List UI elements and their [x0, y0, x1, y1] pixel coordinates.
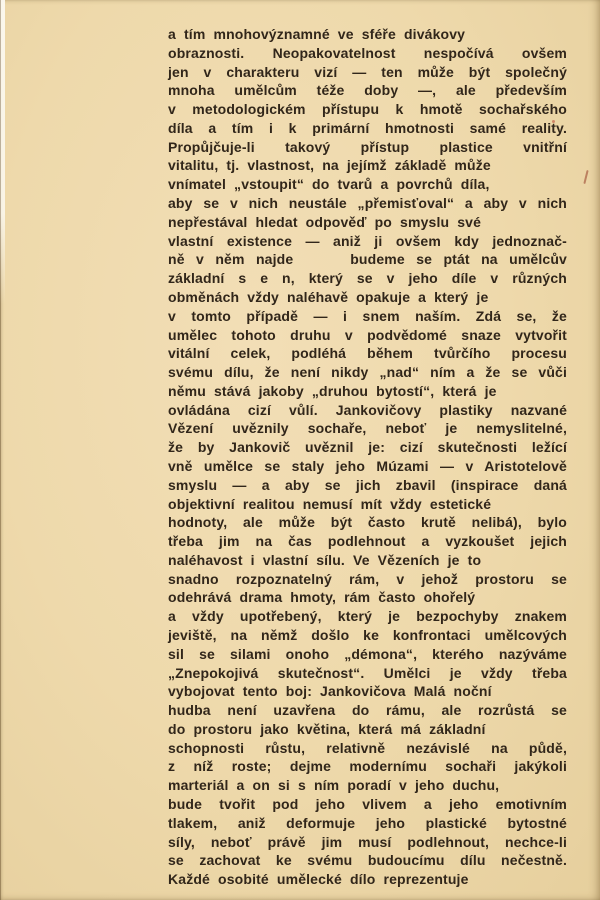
text-line: marteriál a on si s ním poradí v jeho duchu, — [168, 777, 500, 794]
text-line: tlakem, aniž deformuje jeho plastické bytostné — [168, 814, 567, 831]
text-line: smyslu — a aby se jich zbavil (inspirace daná — [168, 476, 567, 493]
text-line: mnoha umělcům téže doby —, ale především — [168, 82, 567, 99]
text-line: sil se silami onoho „démona“, kterého nazýváme — [168, 645, 567, 662]
text-line: vně umělce se staly jeho Múzami — v Aristotelově — [168, 457, 567, 474]
text-line: bude tvořit pod jeho vlivem a jeho emotivním — [168, 796, 567, 813]
text-line: svému dílu, že není nikdy „nad“ ním a že se vůči — [168, 364, 567, 381]
text-line: že by Jankovič uvěznil je: cizí skutečnosti ležící — [168, 439, 567, 456]
text-line: schopnosti růstu, relativně nezávislé na půdě, — [168, 739, 567, 756]
text-line: v metodologickém přístupu k hmotě sochařského — [168, 101, 567, 118]
text-line: Vězení uvěznily sochaře, neboť je nemyslitelné, — [168, 420, 567, 437]
text-line: síly, neboť právě jim musí podlehnout, nechce-li — [168, 833, 567, 850]
text-line: nepřestával hledat odpověď po smyslu své — [168, 213, 482, 230]
text-line: aby se v nich neustále „přemisťoval“ a aby v nich — [168, 195, 567, 212]
text-line: jen v charakteru vizí — ten může být společný — [168, 63, 567, 80]
text-line: Propůjčuje-li takový přístup plastice vnitřní — [168, 138, 567, 155]
text-line: hodnoty, ale může být často krutě nelibá), bylo — [168, 514, 567, 531]
text-line: z níž roste; dejme modernímu sochaři jakýkoli — [168, 758, 567, 775]
text-block — [168, 25, 567, 889]
text-line: vitální celek, podléhá během tvůrčího procesu — [168, 345, 567, 362]
text-line: němu stává jakoby „druhou bytostí“, která je — [168, 382, 497, 399]
text-line: ně v něm najde budeme se ptát na umělcův — [168, 251, 567, 268]
text-line: třeba jim na čas podlehnout a vyzkoušet jejich — [168, 533, 567, 550]
text-line: základní s e n, který se v jeho díle v různých — [168, 270, 567, 287]
text-line: a vždy upotřebený, který je bezpochyby znakem — [168, 608, 567, 625]
text-line: „Znepokojivá skutečnost“. Umělci je vždy třeba — [168, 664, 567, 681]
text-line: naléhavost i vlastní sílu. Ve Vězeních je to — [168, 551, 482, 568]
text-line: vnímatel „vstoupit“ do tvarů a povrchů díla, — [168, 176, 490, 193]
text-line: se zachovat ke svému budoucímu dílu nečestně. — [168, 852, 567, 869]
text-line: umělec tohoto druhu v podvědomé snaze vytvořit — [168, 326, 567, 343]
text-line: do prostoru jako květina, která má základní — [168, 720, 486, 737]
text-line: vlastní existence — aniž ji ovšem kdy jednoznač- — [168, 232, 567, 249]
text-line: odehrává drama hmoty, rám často ohořelý — [168, 589, 476, 606]
text-line: v tomto případě — i snem naším. Zdá se, že — [168, 307, 567, 324]
text-line: jeviště, na němž došlo ke konfrontaci umělcových — [168, 627, 567, 643]
text-line: obměnách vždy naléhavě opakuje a který je — [168, 288, 489, 305]
scan-edge-line — [0, 0, 1, 900]
paper-scratch — [583, 170, 588, 184]
text-line: Každé osobité umělecké dílo reprezentuje — [168, 871, 469, 888]
text-line: snadno rozpoznatelný rám, v jehož prostoru se — [168, 570, 567, 587]
text-line: a tím mnohovýznamné ve sféře divákovy — [168, 26, 466, 42]
text-line: díla a tím i k primární hmotnosti samé reality. — [168, 119, 567, 136]
text-line: vitalitu, tj. vlastnost, na jejímž základě může — [168, 157, 491, 174]
text-line: obraznosti. Neopakovatelnost nespočívá ovšem — [168, 44, 567, 61]
text-line: ovládána cizí vůlí. Jankovičovy plastiky nazvané — [168, 401, 567, 418]
text-line: objektivní realitou nemusí mít vždy estetické — [168, 495, 492, 512]
text-line: vybojovat tento boj: Jankovičova Malá noční — [168, 683, 492, 700]
text-line: hudba není uzavřena do rámu, ale rozrůstá se — [168, 702, 567, 719]
